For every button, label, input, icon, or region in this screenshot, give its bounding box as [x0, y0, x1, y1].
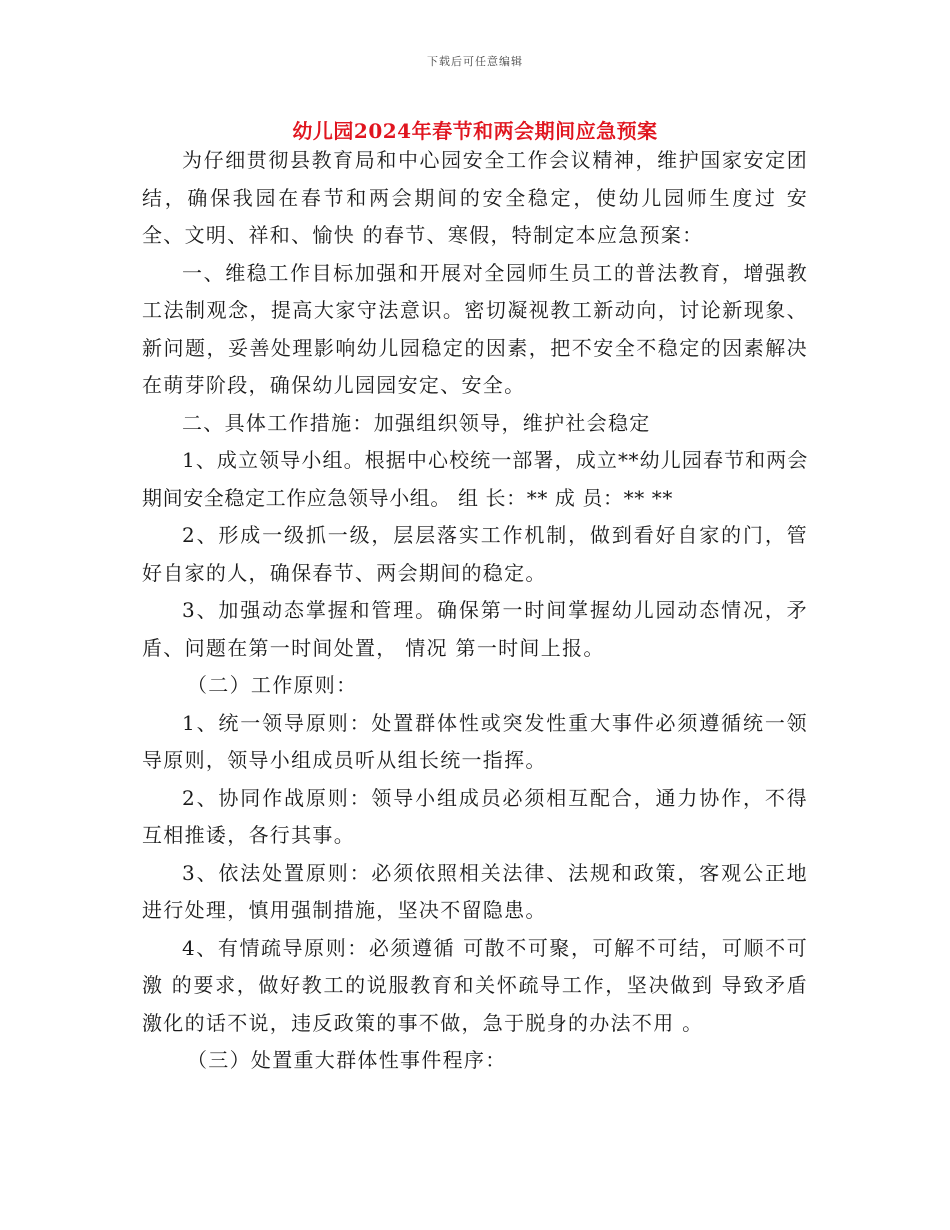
paragraph-intro: 为仔细贯彻县教育局和中心园安全工作会议精神，维护国家安定团结，确保我园在春节和两会期间的安全稳定，使幼儿园师生度过 安全、文明、祥和、愉快 的春节、寒假，特制定本应急预案：: [142, 148, 808, 247]
header-note: 下载后可任意编辑: [427, 55, 523, 68]
paragraph-principle-4: 4、有情疏导原则：必须遵循 可散不可聚，可解不可结，可顺不可激 的要求，做好教工的说服教育和关怀疏导工作，坚决做到 导致矛盾激化的话不说，违反政策的事不做，急于脱身的办法不用 。: [142, 935, 808, 1035]
paragraph-measure-3: 3、加强动态掌握和管理。确保第一时间掌握幼儿园动态情况，矛盾、问题在第一时间处置， 情况 第一时间上报。: [142, 598, 808, 660]
paragraph-principle-1: 1、统一领导原则：处置群体性或突发性重大事件必须遵循统一领导原则，领导小组成员听从组长统一指挥。: [142, 710, 808, 772]
paragraph-goal: 一、维稳工作目标加强和开展对全园师生员工的普法教育，增强教工法制观念，提高大家守法意识。密切凝视教工新动向，讨论新现象、新问题，妥善处理影响幼儿园稳定的因素，把不安全不稳定的因素解决在萌芽阶段，确保幼儿园园安定、安全。: [142, 260, 808, 397]
paragraph-procedure-heading: （三）处置重大群体性事件程序：: [187, 1048, 507, 1072]
paragraph-principle-2: 2、协同作战原则：领导小组成员必须相互配合，通力协作，不得互相推诿，各行其事。: [142, 785, 808, 847]
paragraph-measures-heading: 二、具体工作措施：加强组织领导，维护社会稳定: [182, 410, 651, 435]
paragraph-principle-3: 3、依法处置原则：必须依照相关法律、法规和政策，客观公正地进行处理，慎用强制措施，坚决不留隐患。: [142, 860, 808, 922]
paragraph-measure-2: 2、形成一级抓一级，层层落实工作机制，做到看好自家的门，管好自家的人，确保春节、两会期间的稳定。: [142, 523, 808, 585]
paragraph-principles-heading: （二）工作原则：: [187, 673, 358, 697]
document-body: [142, 142, 808, 1080]
paragraph-measure-1: 1、成立领导小组。根据中心校统一部署，成立**幼儿园春节和两会期间安全稳定工作应急领导小组。 组 长：** 成 员：** **: [142, 448, 808, 510]
document-title: 幼儿园2024年春节和两会期间应急预案: [292, 119, 658, 143]
